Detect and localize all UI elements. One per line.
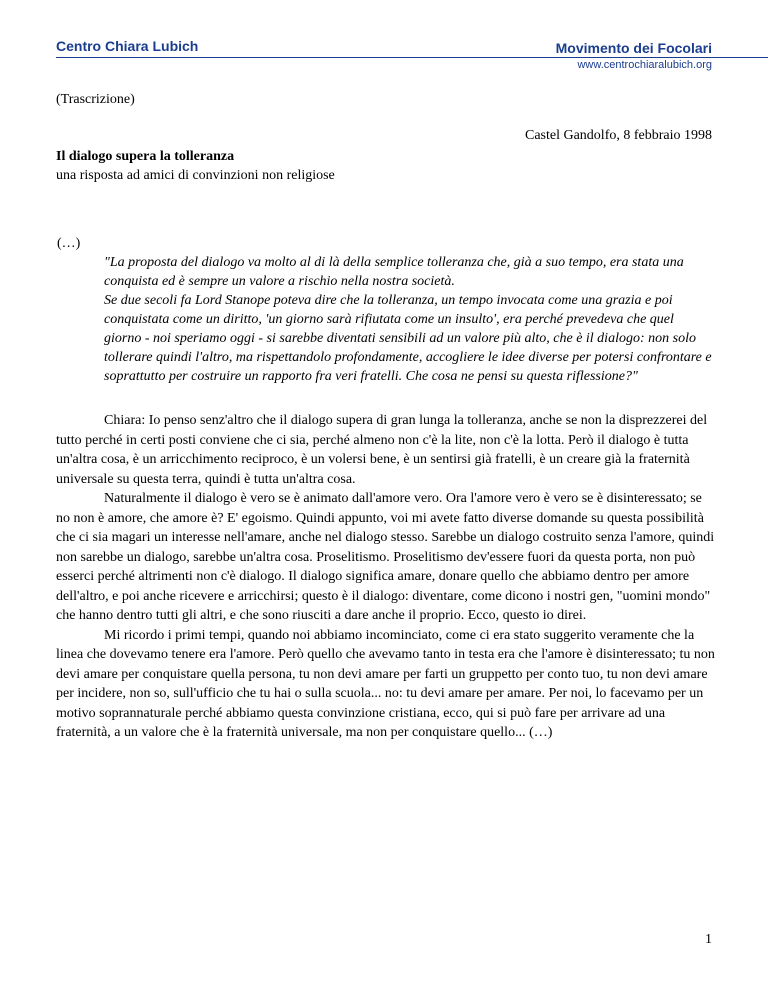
page-number: 1 xyxy=(705,932,712,947)
header-movement: Movimento dei Focolari xyxy=(555,40,712,56)
body-paragraph: Mi ricordo i primi tempi, quando noi abbiamo incominciato, come ci era stato suggerito veramente che la linea che dovevamo tenere era l'amore. Però quello che avevamo tanto in testa era che l'amore è disinteressato; tu non devi amare per conquistare quella persona, tu non devi amare per farti un gruppetto per conto tuo, tu non devi amare per incidere, non so, sull'ufficio che tu hai o sulla scuola... no: tu devi amare per amare. Per noi, lo facevamo per un motivo soprannaturale perché abbiamo questa convinzione cristiana, ecco, qui si può fare per arrivare ad una fraternità, a un valore che è la fraternità universale, ma non per conquistare quello... (…) xyxy=(56,627,715,740)
quote-paragraph: Se due secoli fa Lord Stanope poteva dire che la tolleranza, un tempo invocata come una grazia e poi conquistata come un diritto, 'un giorno sarà rifiutata come un insulto', era perché prevedeva che quel giorno - noi speriamo oggi - si sarebbe diventati sensibili ad un valore più alto, che è il dialogo: non solo tollerare quindi l'altro, ma rispettandolo profondamente, accogliere le idee diverse per potersi confrontare e soprattutto per costruire un rapporto fra veri fratelli. Che cosa ne pensi su questa riflessione?" xyxy=(104,293,712,384)
document-subtitle: una risposta ad amici di convinzioni non religiose xyxy=(56,168,335,183)
body-paragraph: Naturalmente il dialogo è vero se è animato dall'amore vero. Ora l'amore vero è vero se è disinteressato; se no non è amore, che amore è? E' egoismo. Quindi appunto, voi mi avete fatto diverse domande su questa possibilità che ci sia magari un interesse nell'amare, anche nel dialogo stesso. Sarebbe un dialogo costruito senza l'amore, quindi non sarebbe un dialogo, sarebbe un'altra cosa. Proselitismo. Proselitismo dev'essere fuori da questa porta, non può esserci perché altrimenti non c'è dialogo. Il dialogo significa amare, donare quello che abbiamo dentro per amore dell'altro, e poi anche ricevere e arricchirsi; questo è il dialogo: diventare, come dicono i nostri gen, "uomini mondo" che hanno dentro tutti gli altri, e che sono riusciti a dare anche il proprio. Ecco, questo io direi. xyxy=(56,491,715,623)
question-quote xyxy=(104,253,714,386)
header-url-link[interactable]: www.centrochiaralubich.org xyxy=(577,59,712,71)
body-paragraph: Chiara: Io penso senz'altro che il dialogo supera di gran lunga la tolleranza, anche se non la disprezzerei del tutto perché in certi posti conviene che ci sia, perché almeno non c'è la lite, non c'è la lotta. Però il dialogo è tutta un'altra cosa, è un arricchimento reciproco, è un volersi bene, è un sentirsi già fratelli, è un creare già la fraternità universale su questa terra, quindi è tutta un'altra cosa. xyxy=(56,413,708,487)
header-divider xyxy=(56,57,768,58)
document-title: Il dialogo supera la tolleranza xyxy=(56,149,235,164)
page-header xyxy=(0,0,768,80)
ellipsis-marker: (…) xyxy=(57,236,81,251)
document-date: Castel Gandolfo, 8 febbraio 1998 xyxy=(524,128,712,143)
quote-paragraph: "La proposta del dialogo va molto al di là della semplice tolleranza che, già a suo tempo, era stata una conquista ed è sempre un valore a rischio nella nostra società. xyxy=(104,255,684,289)
answer-body xyxy=(56,411,716,743)
transcription-note: (Trascrizione) xyxy=(56,92,135,107)
header-organization: Centro Chiara Lubich xyxy=(56,38,199,54)
